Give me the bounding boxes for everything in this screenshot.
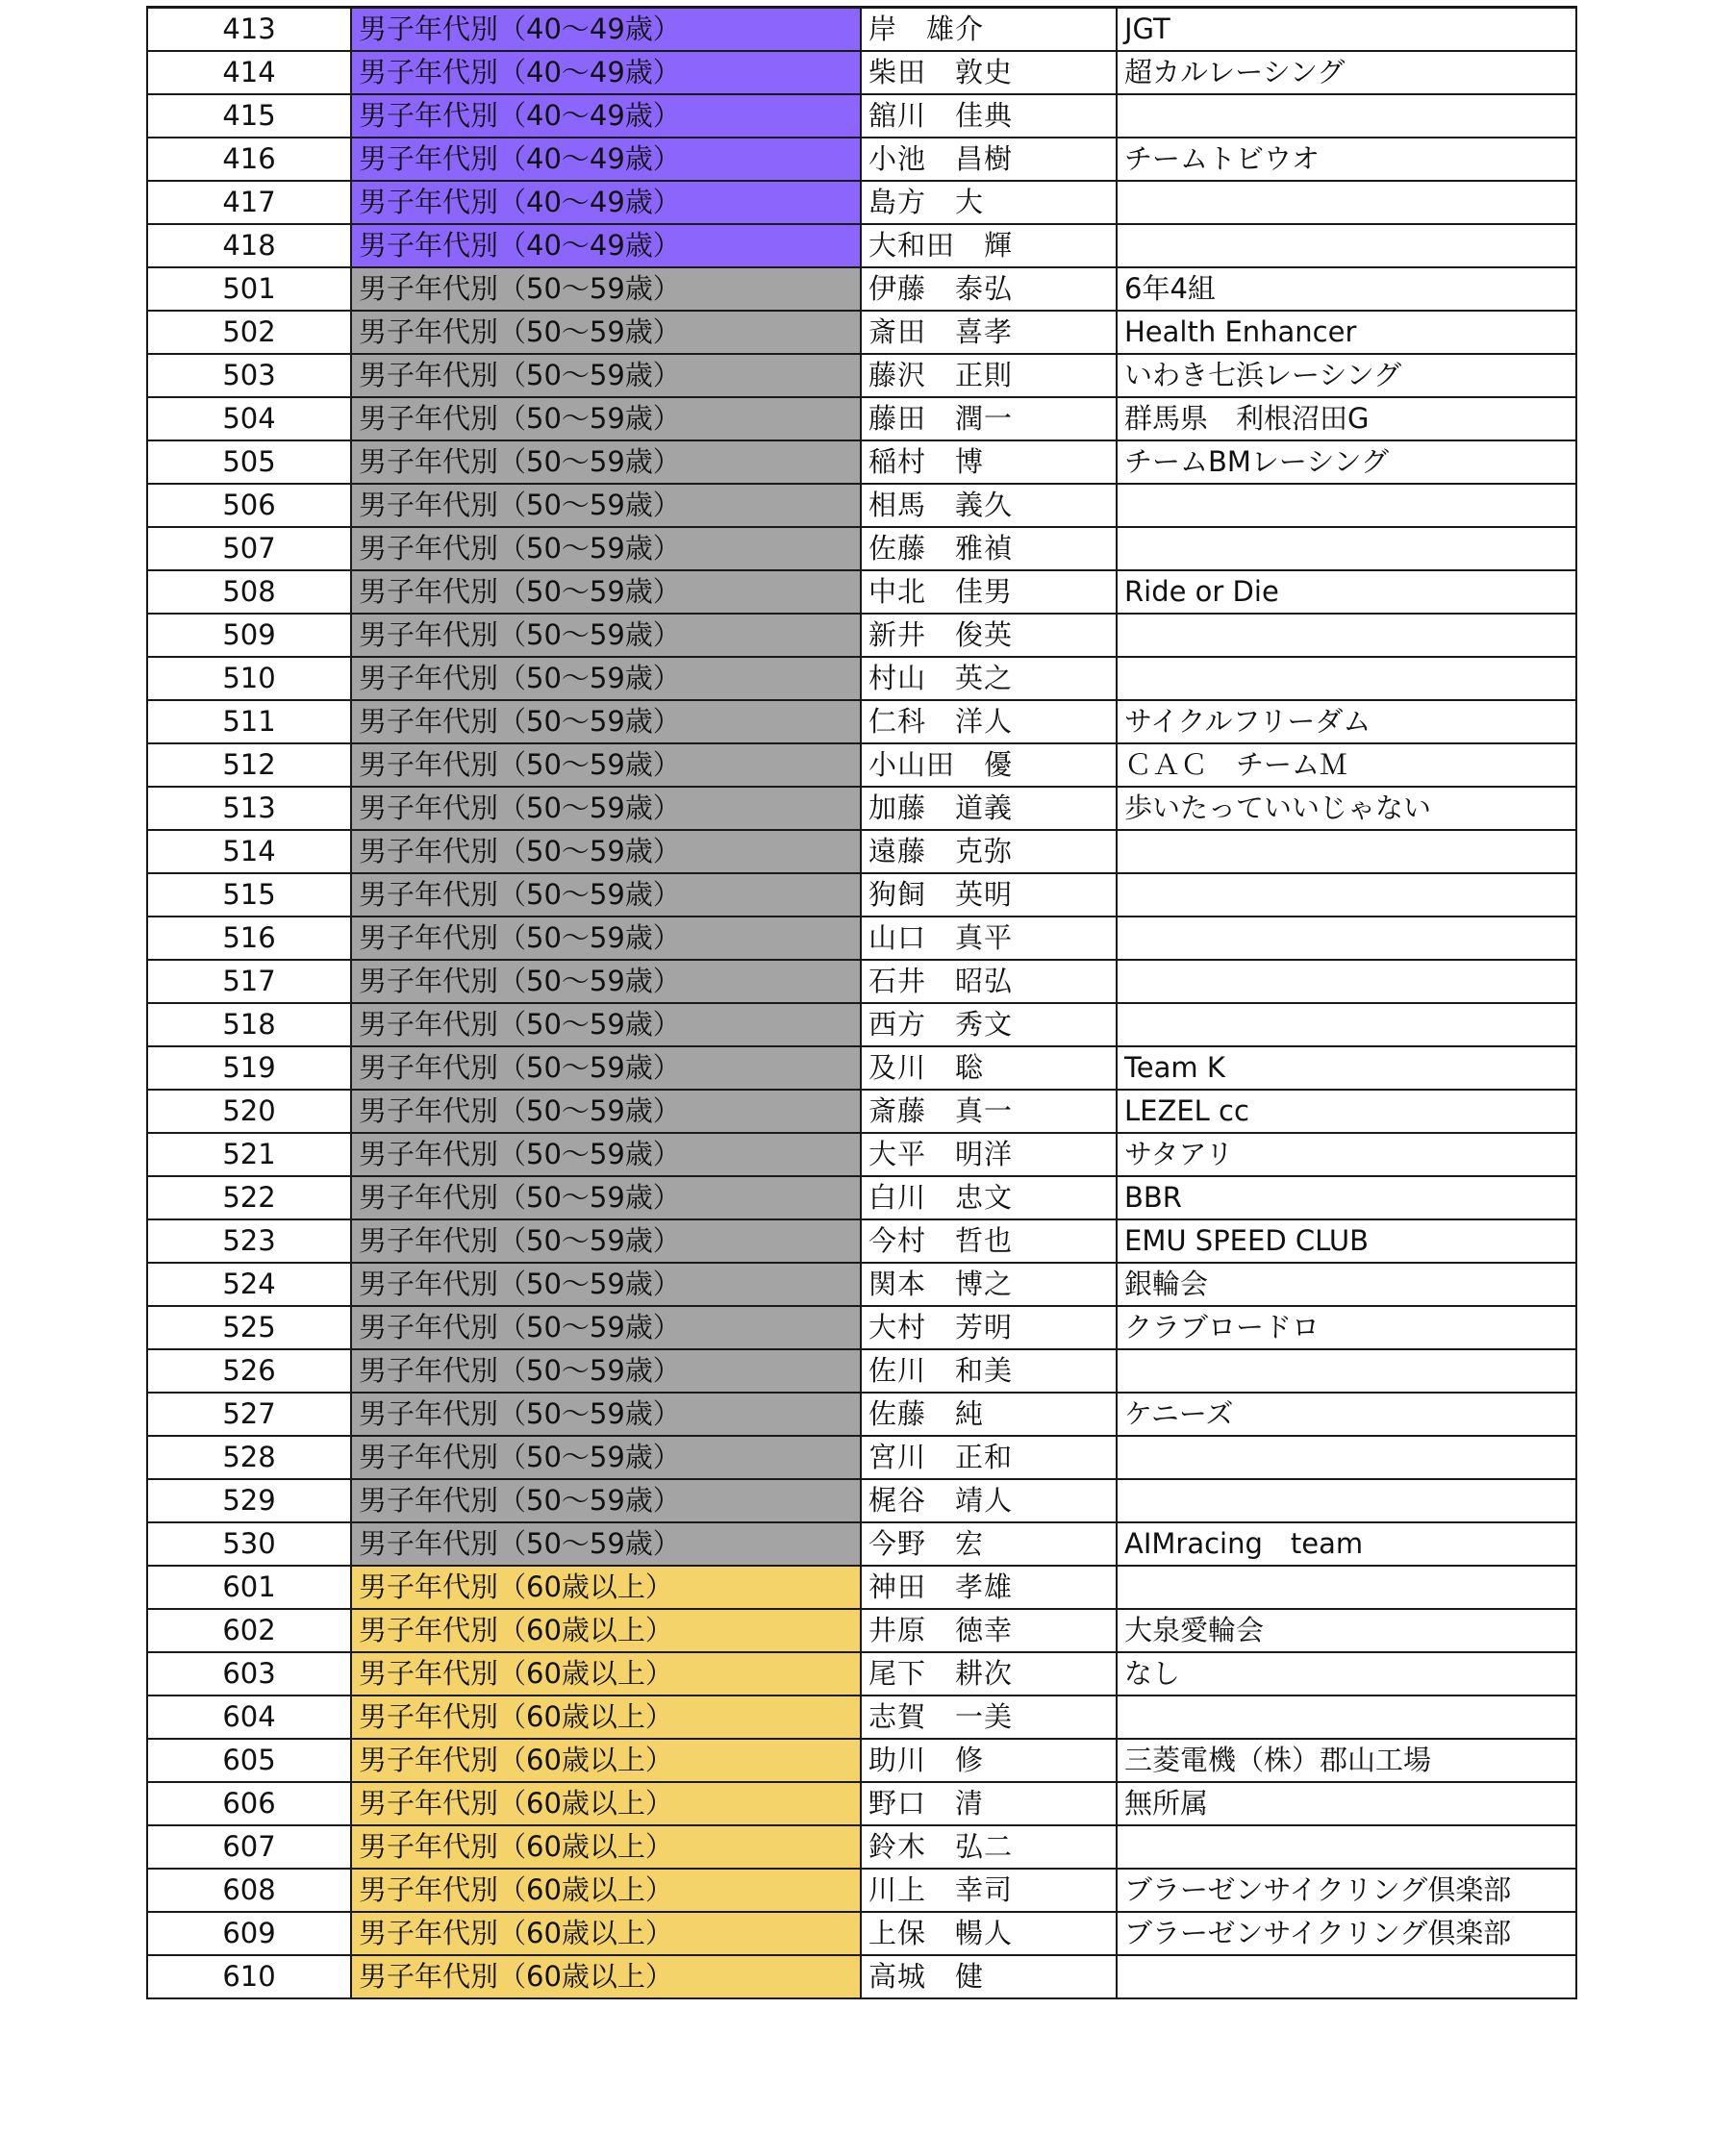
category-cell: 男子年代別（50〜59歳） [351,440,861,484]
table-row [147,1782,1576,1825]
table-row [147,1306,1576,1349]
rider-name-cell: 遠藤 克弥 [861,830,1117,873]
rider-name-cell: 川上 幸司 [861,1869,1117,1912]
entry-number-cell: 602 [147,1609,351,1652]
rider-name-cell: 佐藤 雅禎 [861,527,1117,570]
rider-name-cell: 井原 徳幸 [861,1609,1117,1652]
category-cell: 男子年代別（50〜59歳） [351,743,861,787]
team-name-cell [1117,1825,1576,1869]
team-name-cell [1117,94,1576,138]
entry-number-cell: 509 [147,614,351,657]
table-row [147,1263,1576,1306]
category-cell: 男子年代別（40〜49歳） [351,138,861,181]
rider-name-cell: 狗飼 英明 [861,873,1117,917]
entry-number-cell: 415 [147,94,351,138]
table-row [147,1566,1576,1609]
category-cell: 男子年代別（60歳以上） [351,1955,861,1998]
rider-name-cell: 梶谷 靖人 [861,1479,1117,1522]
table-row [147,1869,1576,1912]
category-cell: 男子年代別（40〜49歳） [351,94,861,138]
team-name-cell: Team K [1117,1046,1576,1090]
rider-name-cell: 新井 俊英 [861,614,1117,657]
category-cell: 男子年代別（50〜59歳） [351,960,861,1003]
entry-number-cell: 523 [147,1219,351,1263]
table-row [147,1003,1576,1046]
team-name-cell: サイクルフリーダム [1117,700,1576,743]
category-cell: 男子年代別（50〜59歳） [351,917,861,960]
table-row [147,1090,1576,1133]
category-cell: 男子年代別（60歳以上） [351,1566,861,1609]
team-name-cell: 超カルレーシング [1117,51,1576,94]
entry-number-cell: 501 [147,267,351,311]
table-row [147,1133,1576,1176]
category-cell: 男子年代別（50〜59歳） [351,1393,861,1436]
team-name-cell: 三菱電機（株）郡山工場 [1117,1739,1576,1782]
table-row [147,94,1576,138]
team-name-cell [1117,224,1576,267]
entry-number-cell: 414 [147,51,351,94]
rider-name-cell: 佐藤 純 [861,1393,1117,1436]
team-name-cell: ケニーズ [1117,1393,1576,1436]
table-row [147,1522,1576,1566]
team-name-cell [1117,614,1576,657]
team-name-cell: クラブロードロ [1117,1306,1576,1349]
rider-name-cell: 高城 健 [861,1955,1117,1998]
category-cell: 男子年代別（50〜59歳） [351,1176,861,1219]
rider-name-cell: 上保 暢人 [861,1912,1117,1955]
team-name-cell: チームBMレーシング [1117,440,1576,484]
table-row [147,1046,1576,1090]
team-name-cell: Health Enhancer [1117,311,1576,354]
category-cell: 男子年代別（60歳以上） [351,1825,861,1869]
category-cell: 男子年代別（50〜59歳） [351,354,861,397]
category-cell: 男子年代別（50〜59歳） [351,830,861,873]
entry-number-cell: 512 [147,743,351,787]
entry-table-body [147,8,1576,1999]
category-cell: 男子年代別（50〜59歳） [351,570,861,614]
team-name-cell: ＣＡＣ チームＭ [1117,743,1576,787]
team-name-cell [1117,1695,1576,1739]
category-cell: 男子年代別（60歳以上） [351,1695,861,1739]
rider-name-cell: 伊藤 泰弘 [861,267,1117,311]
rider-name-cell: 稲村 博 [861,440,1117,484]
team-name-cell: ブラーゼンサイクリング倶楽部 [1117,1869,1576,1912]
category-cell: 男子年代別（60歳以上） [351,1652,861,1695]
entry-list [146,6,1575,1999]
rider-name-cell: 今野 宏 [861,1522,1117,1566]
entry-number-cell: 604 [147,1695,351,1739]
category-cell: 男子年代別（50〜59歳） [351,787,861,830]
team-name-cell [1117,657,1576,700]
rider-name-cell: 石井 昭弘 [861,960,1117,1003]
team-name-cell: なし [1117,1652,1576,1695]
table-row [147,1219,1576,1263]
category-cell: 男子年代別（40〜49歳） [351,224,861,267]
entry-number-cell: 511 [147,700,351,743]
table-row [147,1739,1576,1782]
entry-number-cell: 524 [147,1263,351,1306]
category-cell: 男子年代別（50〜59歳） [351,1479,861,1522]
entry-number-cell: 525 [147,1306,351,1349]
entry-number-cell: 502 [147,311,351,354]
entry-number-cell: 527 [147,1393,351,1436]
category-cell: 男子年代別（60歳以上） [351,1609,861,1652]
team-name-cell: EMU SPEED CLUB [1117,1219,1576,1263]
team-name-cell [1117,484,1576,527]
team-name-cell [1117,917,1576,960]
rider-name-cell: 白川 忠文 [861,1176,1117,1219]
table-row [147,700,1576,743]
category-cell: 男子年代別（50〜59歳） [351,1219,861,1263]
entry-number-cell: 606 [147,1782,351,1825]
entry-number-cell: 516 [147,917,351,960]
team-name-cell: BBR [1117,1176,1576,1219]
rider-name-cell: 岸 雄介 [861,8,1117,52]
entry-number-cell: 515 [147,873,351,917]
team-name-cell [1117,181,1576,224]
category-cell: 男子年代別（50〜59歳） [351,527,861,570]
rider-name-cell: 今村 哲也 [861,1219,1117,1263]
rider-name-cell: 大和田 輝 [861,224,1117,267]
entry-number-cell: 530 [147,1522,351,1566]
entry-number-cell: 608 [147,1869,351,1912]
team-name-cell: JGT [1117,8,1576,52]
entry-number-cell: 526 [147,1349,351,1393]
category-cell: 男子年代別（60歳以上） [351,1782,861,1825]
table-row [147,397,1576,440]
rider-name-cell: 西方 秀文 [861,1003,1117,1046]
rider-name-cell: 関本 博之 [861,1263,1117,1306]
entry-number-cell: 506 [147,484,351,527]
table-row [147,51,1576,94]
entry-number-cell: 510 [147,657,351,700]
category-cell: 男子年代別（50〜59歳） [351,397,861,440]
category-cell: 男子年代別（40〜49歳） [351,8,861,52]
table-row [147,484,1576,527]
rider-name-cell: 島方 大 [861,181,1117,224]
entry-table [146,6,1577,1999]
table-row [147,267,1576,311]
team-name-cell: 大泉愛輪会 [1117,1609,1576,1652]
team-name-cell: 群馬県 利根沼田G [1117,397,1576,440]
table-row [147,1825,1576,1869]
category-cell: 男子年代別（50〜59歳） [351,1046,861,1090]
category-cell: 男子年代別（50〜59歳） [351,873,861,917]
team-name-cell [1117,873,1576,917]
category-cell: 男子年代別（50〜59歳） [351,311,861,354]
table-row [147,311,1576,354]
rider-name-cell: 大村 芳明 [861,1306,1117,1349]
category-cell: 男子年代別（60歳以上） [351,1739,861,1782]
table-row [147,1176,1576,1219]
entry-number-cell: 513 [147,787,351,830]
table-row [147,787,1576,830]
rider-name-cell: 小山田 優 [861,743,1117,787]
entry-number-cell: 520 [147,1090,351,1133]
rider-name-cell: 志賀 一美 [861,1695,1117,1739]
team-name-cell [1117,1349,1576,1393]
table-row [147,657,1576,700]
table-row [147,527,1576,570]
entry-number-cell: 519 [147,1046,351,1090]
table-row [147,224,1576,267]
team-name-cell [1117,960,1576,1003]
category-cell: 男子年代別（50〜59歳） [351,700,861,743]
team-name-cell [1117,1566,1576,1609]
entry-number-cell: 601 [147,1566,351,1609]
team-name-cell [1117,1436,1576,1479]
team-name-cell: LEZEL cc [1117,1090,1576,1133]
rider-name-cell: 助川 修 [861,1739,1117,1782]
category-cell: 男子年代別（50〜59歳） [351,1436,861,1479]
entry-number-cell: 609 [147,1912,351,1955]
table-row [147,873,1576,917]
rider-name-cell: 尾下 耕次 [861,1652,1117,1695]
table-row [147,1436,1576,1479]
rider-name-cell: 神田 孝雄 [861,1566,1117,1609]
table-row [147,570,1576,614]
category-cell: 男子年代別（50〜59歳） [351,1003,861,1046]
entry-number-cell: 504 [147,397,351,440]
entry-number-cell: 610 [147,1955,351,1998]
team-name-cell: 銀輪会 [1117,1263,1576,1306]
team-name-cell: AIMracing team [1117,1522,1576,1566]
entry-number-cell: 605 [147,1739,351,1782]
entry-number-cell: 607 [147,1825,351,1869]
entry-number-cell: 518 [147,1003,351,1046]
table-row [147,354,1576,397]
entry-number-cell: 603 [147,1652,351,1695]
category-cell: 男子年代別（40〜49歳） [351,51,861,94]
entry-number-cell: 413 [147,8,351,52]
team-name-cell: 歩いたっていいじゃない [1117,787,1576,830]
rider-name-cell: 藤沢 正則 [861,354,1117,397]
table-row [147,960,1576,1003]
team-name-cell: 無所属 [1117,1782,1576,1825]
rider-name-cell: 宮川 正和 [861,1436,1117,1479]
rider-name-cell: 藤田 潤一 [861,397,1117,440]
table-row [147,1393,1576,1436]
entry-number-cell: 416 [147,138,351,181]
table-row [147,1479,1576,1522]
rider-name-cell: 仁科 洋人 [861,700,1117,743]
category-cell: 男子年代別（50〜59歳） [351,657,861,700]
team-name-cell: サタアリ [1117,1133,1576,1176]
category-cell: 男子年代別（50〜59歳） [351,1263,861,1306]
team-name-cell: 6年4組 [1117,267,1576,311]
entry-number-cell: 528 [147,1436,351,1479]
entry-number-cell: 521 [147,1133,351,1176]
table-row [147,743,1576,787]
entry-number-cell: 529 [147,1479,351,1522]
category-cell: 男子年代別（60歳以上） [351,1869,861,1912]
category-cell: 男子年代別（50〜59歳） [351,1306,861,1349]
table-row [147,830,1576,873]
entry-number-cell: 507 [147,527,351,570]
entry-number-cell: 503 [147,354,351,397]
category-cell: 男子年代別（50〜59歳） [351,1090,861,1133]
table-row [147,440,1576,484]
table-row [147,614,1576,657]
team-name-cell: Ride or Die [1117,570,1576,614]
rider-name-cell: 山口 真平 [861,917,1117,960]
team-name-cell: チームトビウオ [1117,138,1576,181]
entry-number-cell: 517 [147,960,351,1003]
category-cell: 男子年代別（50〜59歳） [351,1349,861,1393]
table-row [147,8,1576,52]
table-row [147,138,1576,181]
team-name-cell: ブラーゼンサイクリング倶楽部 [1117,1912,1576,1955]
table-row [147,1609,1576,1652]
table-row [147,917,1576,960]
rider-name-cell: 村山 英之 [861,657,1117,700]
rider-name-cell: 加藤 道義 [861,787,1117,830]
category-cell: 男子年代別（50〜59歳） [351,267,861,311]
table-row [147,1955,1576,1998]
entry-number-cell: 417 [147,181,351,224]
category-cell: 男子年代別（40〜49歳） [351,181,861,224]
rider-name-cell: 小池 昌樹 [861,138,1117,181]
entry-number-cell: 514 [147,830,351,873]
team-name-cell [1117,1003,1576,1046]
rider-name-cell: 舘川 佳典 [861,94,1117,138]
rider-name-cell: 斎藤 真一 [861,1090,1117,1133]
rider-name-cell: 大平 明洋 [861,1133,1117,1176]
entry-number-cell: 522 [147,1176,351,1219]
entry-number-cell: 508 [147,570,351,614]
team-name-cell [1117,1479,1576,1522]
rider-name-cell: 及川 聡 [861,1046,1117,1090]
category-cell: 男子年代別（50〜59歳） [351,484,861,527]
team-name-cell: いわき七浜レーシング [1117,354,1576,397]
rider-name-cell: 野口 清 [861,1782,1117,1825]
category-cell: 男子年代別（50〜59歳） [351,1522,861,1566]
table-row [147,1349,1576,1393]
table-row [147,1652,1576,1695]
table-row [147,1912,1576,1955]
rider-name-cell: 佐川 和美 [861,1349,1117,1393]
rider-name-cell: 中北 佳男 [861,570,1117,614]
team-name-cell [1117,527,1576,570]
rider-name-cell: 斎田 喜孝 [861,311,1117,354]
category-cell: 男子年代別（50〜59歳） [351,614,861,657]
team-name-cell [1117,1955,1576,1998]
table-row [147,1695,1576,1739]
rider-name-cell: 相馬 義久 [861,484,1117,527]
rider-name-cell: 鈴木 弘二 [861,1825,1117,1869]
team-name-cell [1117,830,1576,873]
entry-number-cell: 418 [147,224,351,267]
category-cell: 男子年代別（60歳以上） [351,1912,861,1955]
category-cell: 男子年代別（50〜59歳） [351,1133,861,1176]
rider-name-cell: 柴田 敦史 [861,51,1117,94]
entry-number-cell: 505 [147,440,351,484]
table-row [147,181,1576,224]
